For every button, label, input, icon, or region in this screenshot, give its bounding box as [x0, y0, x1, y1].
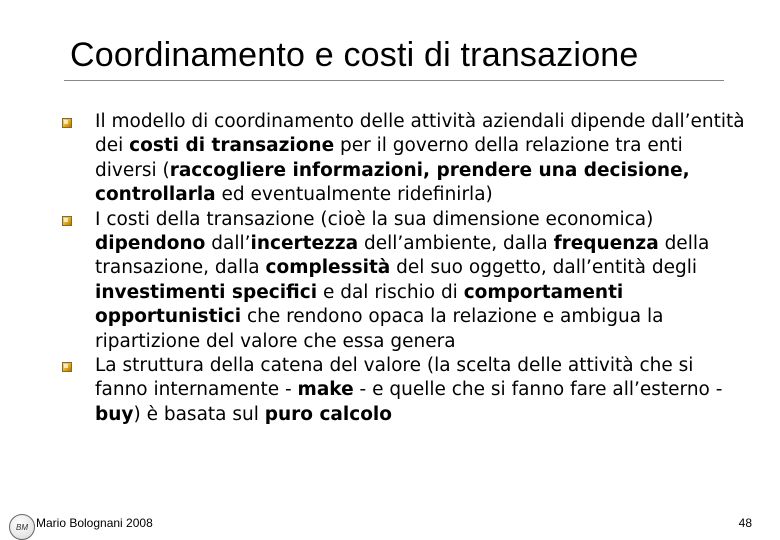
bullet-bold-text: complessità	[265, 257, 391, 279]
bullet-text: e dal rischio di	[317, 281, 464, 303]
bullet-bold-text: buy	[95, 403, 134, 425]
bullet-bold-text: raccogliere informazioni, prendere una decisione, controllarla	[95, 159, 690, 206]
bullet-text: - e quelle che si fanno fare all’esterno -	[353, 379, 723, 401]
bullet-bold-text: frequenza	[553, 233, 659, 255]
bullet-text: La struttura della catena del valore (la scelta delle attività che si fanno internamente -	[95, 355, 694, 401]
bullet-bold-text: comportamenti opportunistici	[95, 281, 624, 328]
slide-title: Coordinamento e costi di transazione	[70, 36, 639, 74]
bullet-bold-text: investimenti specifici	[95, 281, 318, 303]
bullet-text: per il governo della relazione tra enti diversi (	[95, 135, 683, 181]
title-divider	[64, 80, 724, 81]
square-bullet-icon	[62, 216, 72, 226]
bullet-text: della transazione, dalla	[95, 233, 710, 279]
bullet-text: ) è basata sul	[133, 403, 265, 425]
bullet-item	[60, 110, 750, 208]
bullet-bold-text: incertezza	[250, 233, 359, 255]
slide-footer	[0, 505, 780, 540]
bullet-text: che rendono opaca la relazione e ambigua la ripartizione del valore che essa genera	[95, 306, 664, 352]
bullet-list	[60, 110, 750, 427]
bullet-text: Il modello di coordinamento delle attività aziendali dipende dall’entità dei	[95, 111, 745, 157]
square-bullet-icon	[62, 362, 72, 372]
bullet-bold-text: costi di transazione	[129, 135, 335, 157]
bullet-text: I costi della transazione (cioè la sua dimensione economica)	[95, 208, 654, 230]
bullet-bold-text: dipendono	[95, 233, 206, 255]
bullet-item	[60, 208, 750, 354]
author-logo-icon: BM	[9, 514, 35, 540]
bullet-bold-text: puro calcolo	[264, 403, 392, 425]
bullet-item	[60, 354, 750, 427]
square-bullet-icon	[62, 118, 72, 128]
footer-author: Mario Bolognani 2008	[36, 516, 153, 530]
bullet-text: ed eventualmente ridefinirla)	[215, 184, 493, 206]
bullet-text: dell’ambiente, dalla	[358, 233, 554, 255]
page-number: 48	[738, 516, 752, 530]
bullet-text: del suo oggetto, dall’entità degli	[390, 257, 698, 279]
bullet-text: dall’	[205, 233, 251, 255]
bullet-bold-text: make	[297, 379, 354, 401]
